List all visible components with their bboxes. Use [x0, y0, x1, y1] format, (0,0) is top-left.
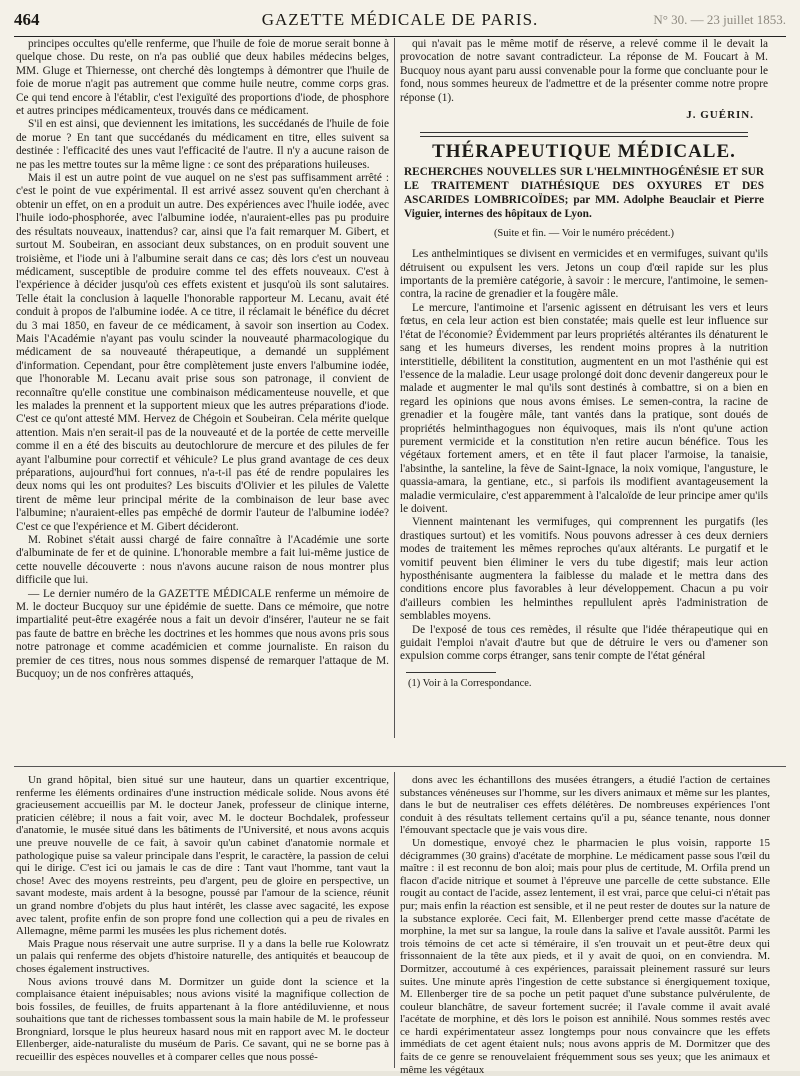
page-header [14, 8, 786, 37]
feuilleton-left-column [16, 774, 389, 1066]
issue-date-faint: N° 30. — 23 juillet 1853. [653, 12, 786, 27]
paragraph: Un domestique, envoyé chez le pharmacien le plus voisin, rapporte 15 décigrammes (30 grains) d'acétate de morphine. Le médicament passe sous l'œil du maître : il est reconnu de bon aloi; mais pour plus de certitude, M. Orfila prend un flacon d'acide nitrique et soumet à l'épreuve une parcelle de cette substance. Elle rougit au contact de l'acide, assez lentement, il est vrai, parce que celui-ci n'était pas pur; mais enfin la réaction est sensible, et il ne peut rester de doutes sur la nature de la substance explorée. Ceci fait, M. Ellenberger prend cette masse d'acétate de morphine, la met sur sa langue, la roule dans la salive et l'avale aussitôt. Parmi les trois témoins de cet acte si téméraire, il s'en trouvait un et peut-être deux qui frissonnaient de la tête aux pieds, et il y avait de quoi, on en conviendra. M. Dormitzer, accoutumé à ces expériences, paraissait pleinement rassuré sur leurs suites. Une minute après l'ingestion de cette substance si énergiquement toxique, M. Ellenberger tire de sa poche un petit paquet d'une substance pulvérulente, de couleur blanchâtre, de saveur fortement sucrée; il l'avale comme il avait avalé l'acétate de morphine, et dès lors le poison est annihilé. Nous sommes restés avec ce hardi expérimentateur assez longtemps pour nous convaincre que les effets immédiats de cet agent étaient nuls; nous avons appris de M. Dormitzer que des faits de ce genre se renouvelaient fréquemment sous ses yeux; que les animaux et même les végétaux [400, 836, 770, 1076]
left-column-editorial [16, 38, 389, 684]
paragraph: Le mercure, l'antimoine et l'arsenic agissent en détruisant les vers et leurs fœtus, en cela leur action est bien constatée; mais quelle est leur influence sur l'état de l'économie? Évidemment par leurs propriétés altérantes ils dénaturent le sang et les humeurs diverses, les rendent moins propres à la nutrition interstitielle, débilitent la constitution, augmentent en un mot l'asthénie qui est l'essence de la maladie. Leur usage prolongé doit donc devenir dangereux pour le malade et augmenter le mal qu'ils sont destinés à combattre, si on a bien en regard les opinions que nous avons émises. Le semen-contra, la racine de grenadier et la fougère mâle, tant vantés dans la pratique, sont doués de propriétés helminthagogues non équivoques, mais ils n'ont qu'une action purement vermicide et la constitution n'en retire aucun bénéfice. Tous les végétaux fortement amers, et en tête il faut placer l'armoise, la tanaisie, l'absinthe, la santeline, la fève de Saint-Ignace, la noix vomique, l'angusture, le quassia-amara, la gentiane, etc., si parfois ils modifient avantageusement la maladie vermiculaire, c'est apparemment à l'alcaloïde de leur principe amer qu'ils le doivent. [400, 301, 768, 515]
paragraph: Un grand hôpital, bien situé sur une hauteur, dans un quartier excentrique, renferme les éléments ordinaires d'une instruction médicale solide. Nous avons été gracieusement accueillis par M. le docteur Janek, professeur de clinique interne, praticien célèbre; il nous a fait voir, avec M. le docteur Bochdalek, professeur d'anatomie, le musée situé dans les bâtiments de l'Université, et nous avons acquis une preuve nouvelle de ce fait, à savoir qu'un cabinet d'anatomie normale et pathologique puise sa valeur principale dans l'esprit, le caractère, la passion de celui qui le dirige. C'est ici ou jamais le cas de dire : Tant vaut l'homme, tant vaut la chose! Avec des moyens restreints, peu d'argent, peu de gloire en perspective, un savant modeste, mais ardent à la besogne, poussé par l'amour de la science, réunit un grand nombre d'objets du plus haut intérêt, les classe avec sagacité, les expose avec talent, profite enfin de son propre fond une collection qui a peu de rivales en Allemagne, même parmi les musées les plus richement dotés. [16, 774, 389, 938]
article-title: RECHERCHES NOUVELLES SUR L'HELMINTHOGÉNÉSIE ET SUR LE TRAITEMENT DIATHÉSIQUE DES OXYURES ET DES ASCARIDES LOMBRICOÏDES; par MM. Adolphe Beauclair et Pierre Viguier, internes des hôpitaux de Lyon. [404, 165, 764, 220]
section-title: THÉRAPEUTIQUE MÉDICALE. [432, 141, 736, 163]
paragraph: M. Robinet s'était aussi chargé de faire connaître à l'Académie une sorte d'albuminate de fer et de quinine. L'honorable membre a fait lui-même justice de cette nouvelle découverte : nous n'avons aucune raison de nous montrer plus difficile que lui. [16, 534, 389, 587]
paragraph: qui n'avait pas le même motif de réserve, a relevé comme il le devait la provocation de notre savant contradicteur. La réponse de M. Foucart à M. Bucquoy nous ayant paru aussi convenable pour la forme que concluante pour le fond, nous sommes heureux de l'admettre et de la présenter comme notre propre réponse (1). [400, 38, 768, 104]
feuilleton-right-column [400, 774, 770, 1076]
paragraph: De l'exposé de tous ces remèdes, il résulte que l'idée thérapeutique qui en guidait l'emploi n'avait d'autre but que de détruire le vers ou d'amener son expulsion comme corps étranger, sans tenir compte de l'état général [400, 623, 768, 663]
paragraph: Les anthelmintiques se divisent en vermicides et en vermifuges, suivant qu'ils détruisent ou expulsent les vers. Jetons un coup d'œil rapide sur les plus importants de la première catégorie, à savoir : le mercure, l'antimoine, le semen-contra, la racine de grenadier et la fougère mâle. [400, 248, 768, 301]
column-divider-bottom [394, 772, 395, 1068]
paragraph: Viennent maintenant les vermifuges, qui comprennent les purgatifs (les drastiques surtout) et les vomitifs. Nous pouvons adresser à ces deux derniers modes de traitement les mêmes reproches qu'aux altérants. Le purgatif et le vomitif peuvent bien éliminer le vers du tube digestif; mais leur action hyposthénisante augmentera la faiblesse du malade et le mettra dans des conditions encore plus favorables à leur développement. Chacun a pu voir d'ailleurs combien les helminthes repullulent après l'administration de semblables moyens. [400, 516, 768, 623]
double-rule [420, 132, 748, 137]
footnote-rule [406, 672, 496, 673]
paragraph: S'il en est ainsi, que deviennent les imitations, les succédanés de l'huile de foie de morue ? En tant que succédanés du médicament en titre, elles suivent sa destinée : l'efficacité des unes vaut l'efficacité de l'autre. Il n'y a aucune raison de ne pas les mettre toutes sur la même ligne : ce sont des préparations huileuses. [16, 118, 389, 171]
signature: J. GUÉRIN. [686, 109, 754, 122]
right-column-therapeutics [400, 38, 768, 738]
paragraph: Nous avions trouvé dans M. Dormitzer un guide dont la science et la complaisance étaient inépuisables; nous avions visité la magnifique collection de bois fossiles, de feuilles, de fruits appartenant à la flore antédiluvienne, et nous souhaitions que tant de richesses tombassent sous la main habile de M. le professeur Brongniard, lorsque le plus heureux hasard nous mit en rapport avec M. le docteur Ellenberger, aide-naturaliste du muséum de Paris. Ce savant, qui ne se borne pas à recueillir des espèces nouvelles et à comparer celles que nous possé- [16, 975, 389, 1064]
publication-title: GAZETTE MÉDICALE DE PARIS. [261, 10, 539, 29]
paragraph: principes occultes qu'elle renferme, que l'huile de foie de morue serait bonne à quelque chose. Du reste, on n'a pas oublié que deux habiles médecins belges, MM. Gluge et Thiernesse, ont cherché dès longtemps à démontrer que l'huile de foie de morue n'agit pas autrement que comme huile neutre, comme corps gras. Ce qui tend encore à l'établir, c'est l'exiguïté des proportions d'iode, de phosphore et autres principes médicamenteux, trouvés dans ce médicament. [16, 38, 389, 118]
section-divider [14, 766, 786, 767]
paragraph: Mais il est un autre point de vue auquel on ne s'est pas suffisamment arrêté : c'est le point de vue expérimental. Il est arrivé assez souvent qu'en cherchant à obtenir un effet, on en a produit un autre. Des expériences avec l'huile iodée, avec l'huile iodo-phosphorée, avec l'albumine iodée, n'auraient-elles pas pu produire des résultats nouveaux, inattendus? car, ainsi que l'a fait remarquer M. Gibert, et surtout M. Soubeiran, en associant deux substances, on en produit souvent une troisième, et l'iode uni à l'albumine serait dans ce cas; dès lors c'est un nouveau médicament, susceptible de produire comme tel des effets nouveaux. C'est à l'expérience à décider jusqu'où ces effets existent et jusqu'où ils sont salutaires. Telle était la conclusion à laquelle l'honorable rapporteur M. Lecanu, avait été conduit à propos de l'albumine iodée. A ce titre, il réclamait le bénéfice du décret du 3 mai 1850, en faveur de ce médicament, à savoir son insertion au Codex. Mais l'Académie n'ayant pas voulu scinder la nouveauté pharmacologique du médicament de sa nouveauté thérapeutique, a demandé un supplément d'information. Cependant, pour être complètement juste envers l'albumine iodée, que l'honorable M. Lecanu avait prise sous son patronage, il convient de reconnaître qu'elle constitue une combinaison médicamenteuse nouvelle, et que les malades la prennent et la supportent mieux que les autres préparations d'iode. C'est ce qu'ont attesté MM. Hervez de Chégoin et Soubeiran. Cela mérite quelque attention. Mais n'en serait-il pas de la nouveauté et de la portée de cette merveille comme il en a été des biscuits au deutochlorure de mercure et des pilules de fer ayant l'albumine pour correctif et véhicule? Le plus grand avantage de ces deux préparations, aujourd'hui fort connues, n'a-t-il pas été de rendre populaires les deux noms qui les ont produites? Les biscuits d'Olivier et les pilules de Valette tirent de même leur principal mérite de la combinaison de leur base avec l'albumine; n'auraient-elles pas empêché de dormir l'auteur de l'albumine iodée? C'est ce que l'expérience et M. Gibert décideront. [16, 172, 389, 533]
column-divider-top [394, 38, 395, 738]
article-byline: (Suite et fin. — Voir le numéro précédent.) [493, 227, 675, 239]
paragraph: dons avec les échantillons des musées étrangers, a étudié l'action de certaines substances vénéneuses sur l'homme, sur les divers animaux et même sur les plantes, dans le but de neutraliser ces effets délétères. De nombreuses expériences l'ont conduit à des résultats tellement certains qu'il a pu, séance tenante, nous donner l'émouvant spectacle que je vais vous dire. [400, 774, 770, 837]
paragraph: — Le dernier numéro de la GAZETTE MÉDICALE renferme un mémoire de M. le docteur Bucquoy sur une épidémie de suette. Dans ce mémoire, que notre impartialité peut-être exagérée nous a fait un devoir d'insérer, l'auteur ne se fait pas faute de battre en brèche les doctrines et les hommes que nous avons pris sous notre patronage et comme académicien et comme journaliste. En raison du premier de ces titres, nous nous sommes dispensé de remarquer l'attaque de M. Bucquoy; un de nos confrères attaqués, [16, 587, 389, 681]
paragraph: Mais Prague nous réservait une autre surprise. Il y a dans la belle rue Kolowratz un palais qui renferme des objets d'histoire naturelle, des antiquités et beaucoup de choses également instructives. [16, 937, 389, 975]
page-number: 464 [14, 10, 40, 29]
footnote: (1) Voir à la Correspondance. [408, 677, 532, 689]
